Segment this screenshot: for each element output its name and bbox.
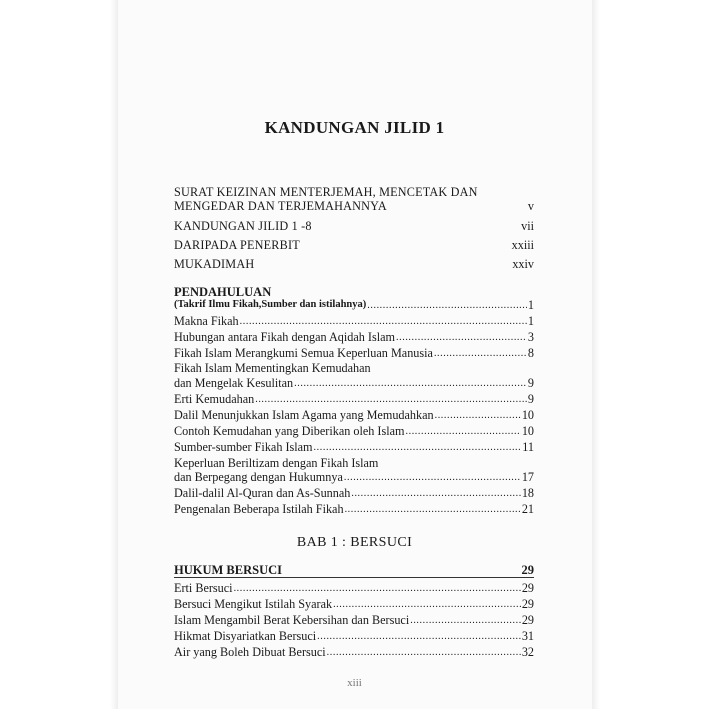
toc-entry-takrif <box>174 298 534 312</box>
leader-dots <box>294 378 527 390</box>
toc-entry <box>174 376 534 390</box>
toc-entry-label: KANDUNGAN JILID 1 -8 <box>174 219 312 233</box>
toc-page-number: 21 <box>521 502 534 516</box>
section-divider <box>174 577 534 578</box>
toc-page-number: 1 <box>527 298 534 312</box>
toc-entry <box>174 597 534 611</box>
toc-entry <box>174 629 534 643</box>
toc-entry <box>174 613 534 627</box>
toc-entry-label: Dalil Menunjukkan Islam Agama yang Memudahkan <box>174 408 434 422</box>
section-heading-hukum-bersuci <box>174 563 534 578</box>
toc-entry-surat-keizinan <box>174 185 534 213</box>
leader-dots <box>434 348 527 360</box>
leader-dots <box>327 647 521 659</box>
toc-page-number: xxiii <box>511 238 534 252</box>
toc-page-number: 29 <box>521 613 534 627</box>
toc-page-number: 17 <box>521 470 534 484</box>
toc-entry-label: MUKADIMAH <box>174 257 255 271</box>
toc-entry <box>174 346 534 360</box>
toc-page-number: 9 <box>527 392 534 406</box>
toc-entry-label: SURAT KEIZINAN MENTERJEMAH, MENCETAK DAN <box>174 185 478 199</box>
leader-dots <box>333 599 521 611</box>
toc-page-number: 29 <box>521 563 534 577</box>
page-title: KANDUNGAN JILID 1 <box>264 118 445 137</box>
leader-dots <box>240 316 527 328</box>
leader-dots <box>345 504 521 516</box>
toc-entry <box>174 502 534 516</box>
leader-dots <box>410 615 521 627</box>
toc-entry-label: Air yang Boleh Dibuat Bersuci <box>174 645 326 659</box>
toc-page-number: 10 <box>521 424 534 438</box>
toc-entry <box>174 314 534 328</box>
toc-entry-label: Fikah Islam Merangkumi Semua Keperluan Manusia <box>174 346 433 360</box>
toc-entry-label: Bersuci Mengikut Istilah Syarak <box>174 597 333 611</box>
toc-entry-label: Contoh Kemudahan yang Diberikan oleh Islam <box>174 424 405 438</box>
page-shadow-left <box>110 0 118 709</box>
toc-entry-line: Fikah Islam Mementingkan Kemudahan <box>174 361 371 375</box>
toc-entry-label: DARIPADA PENERBIT <box>174 238 300 252</box>
toc-entry-label: Pengenalan Beberapa Istilah Fikah <box>174 502 344 516</box>
toc-entry-label: dan Mengelak Kesulitan <box>174 376 294 390</box>
leader-dots <box>396 332 527 344</box>
toc-entry-label: Erti Bersuci <box>174 581 233 595</box>
toc-entry-label: Makna Fikah <box>174 314 239 328</box>
toc-page-number: v <box>527 199 534 213</box>
toc-entry-mukadimah <box>174 257 534 271</box>
toc-entry <box>174 470 534 484</box>
page-number-footer: xiii <box>347 677 362 689</box>
toc-entry-label: (Takrif Ilmu Fikah,Sumber dan istilahnya) <box>174 299 367 310</box>
toc-entry-label: Erti Kemudahan <box>174 392 255 406</box>
toc-entry-label: Hubungan antara Fikah dengan Aqidah Islam <box>174 330 396 344</box>
toc-page-number: 9 <box>527 376 534 390</box>
toc-entry-penerbit <box>174 238 534 252</box>
toc-entry-label: MENGEDAR DAN TERJEMAHANNYA <box>174 199 387 213</box>
toc-page-number: xxiv <box>512 257 534 271</box>
toc-page-number: 3 <box>527 330 534 344</box>
toc-entry <box>174 330 534 344</box>
leader-dots <box>406 426 521 438</box>
toc-entry <box>174 486 534 500</box>
toc-entry-line: Keperluan Beriltizam dengan Fikah Islam <box>174 456 379 470</box>
toc-entry-label: Sumber-sumber Fikah Islam <box>174 440 313 454</box>
leader-dots <box>367 300 527 312</box>
toc-page-number: 29 <box>521 597 534 611</box>
toc-entry-label: Hikmat Disyariatkan Bersuci <box>174 629 317 643</box>
leader-dots <box>314 442 522 454</box>
leader-dots <box>435 410 521 422</box>
toc-page-number: 10 <box>521 408 534 422</box>
toc-page-number: vii <box>521 219 534 233</box>
section-heading-label: HUKUM BERSUCI <box>174 563 282 577</box>
toc-page-number: 31 <box>521 629 534 643</box>
toc-entry <box>174 408 534 422</box>
leader-dots <box>317 631 521 643</box>
section-heading-pendahuluan: PENDAHULUAN <box>174 285 272 299</box>
toc-entry-label: dan Berpegang dengan Hukumnya <box>174 470 343 484</box>
leader-dots <box>351 488 520 500</box>
toc-entry <box>174 645 534 659</box>
toc-page-number: 8 <box>527 346 534 360</box>
toc-page-number: 11 <box>522 440 534 454</box>
toc-entry <box>174 392 534 406</box>
toc-page-number: 18 <box>521 486 534 500</box>
leader-dots <box>344 472 521 484</box>
page-shadow-right <box>592 0 600 709</box>
toc-entry-label: Islam Mengambil Berat Kebersihan dan Bersuci <box>174 613 410 627</box>
toc-page-number: 32 <box>521 645 534 659</box>
toc-entry <box>174 424 534 438</box>
leader-dots <box>234 583 521 595</box>
chapter-heading: BAB 1 : BERSUCI <box>296 535 413 550</box>
toc-entry-kandungan <box>174 219 534 233</box>
toc-entry <box>174 440 534 454</box>
toc-entry-label: Dalil-dalil Al-Quran dan As-Sunnah <box>174 486 351 500</box>
leader-dots <box>255 394 527 406</box>
toc-entry <box>174 581 534 595</box>
toc-page-number: 1 <box>527 314 534 328</box>
toc-page-number: 29 <box>521 581 534 595</box>
